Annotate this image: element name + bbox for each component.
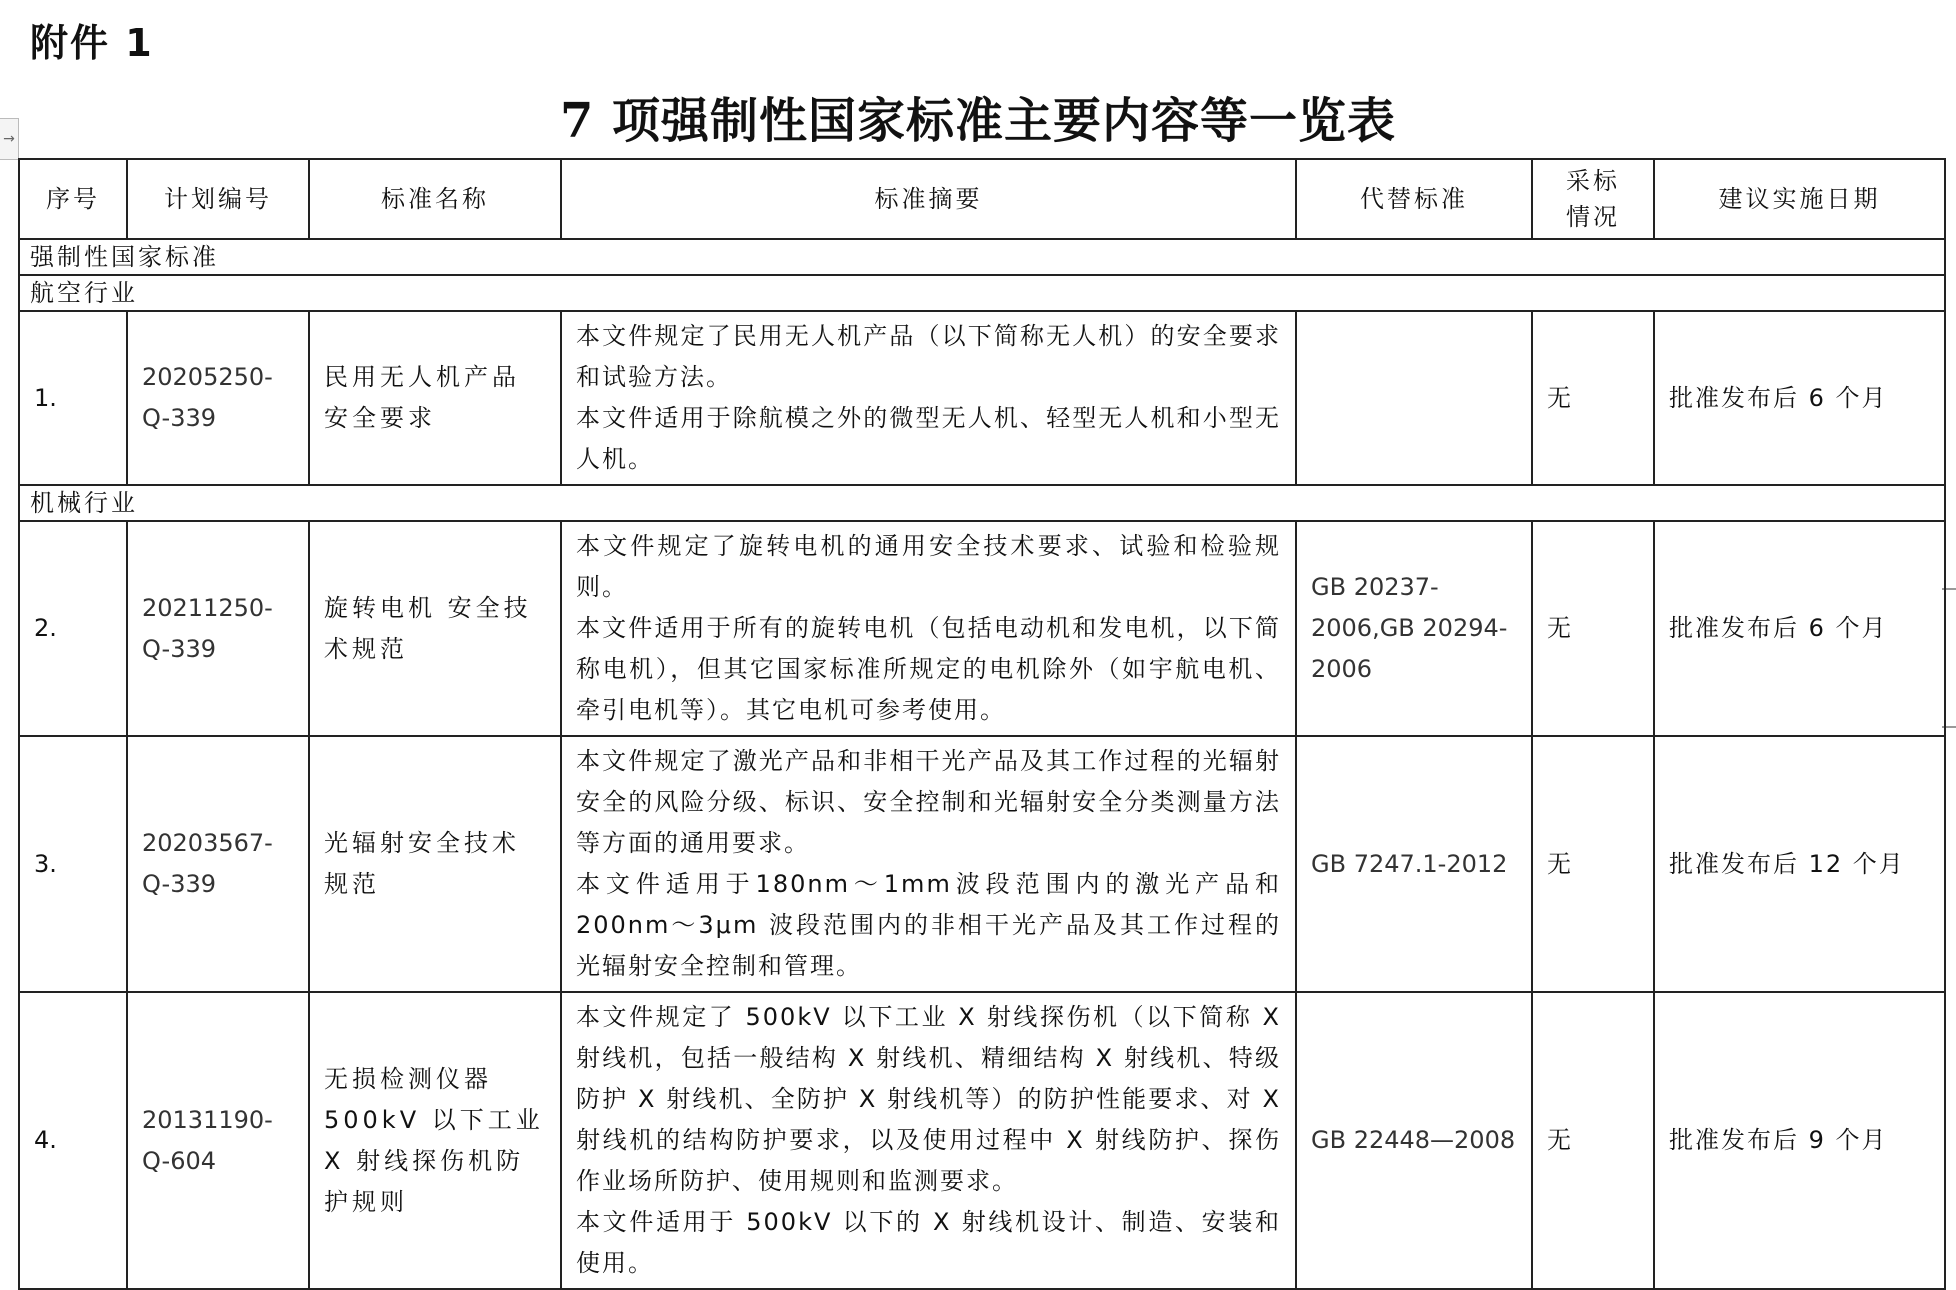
row-replaces: GB 7247.1-2012: [1296, 736, 1532, 992]
group-title-machinery: 机械行业: [19, 485, 1945, 521]
row-summary: [561, 736, 1296, 992]
row-replaces: GB 20237-2006,GB 20294-2006: [1296, 521, 1532, 736]
summary-paragraph: 本文件规定了旋转电机的通用安全技术要求、试验和检验规则。: [576, 532, 1281, 601]
column-header-name: 标准名称: [309, 159, 561, 239]
table-row: [19, 311, 1945, 485]
row-standard-name: 光辐射安全技术规范: [309, 736, 561, 992]
sidebar-expand-arrow-icon[interactable]: →: [0, 118, 19, 160]
table-header-row: [19, 159, 1945, 239]
summary-paragraph: 本文件规定了民用无人机产品（以下简称无人机）的安全要求和试验方法。: [576, 322, 1281, 391]
attachment-label: 附件 1: [30, 21, 154, 65]
row-plan-no: 20205250-Q-339: [127, 311, 309, 485]
column-header-replaces: 代替标准: [1296, 159, 1532, 239]
column-header-adoption: 采标情况: [1532, 159, 1654, 239]
row-standard-name: 民用无人机产品安全要求: [309, 311, 561, 485]
row-seq: 1.: [19, 311, 127, 485]
summary-paragraph: 本文件适用于180nm～1mm波段范围内的激光产品和200nm～3μm 波段范围内的非相干光产品及其工作过程的光辐射安全控制和管理。: [576, 870, 1281, 980]
summary-paragraph: 本文件规定了 500kV 以下工业 X 射线探伤机（以下简称 X 射线机，包括一般结构 X 射线机、精细结构 X 射线机、特级防护 X 射线机、全防护 X 射线机等）的防护性能要求、对 X 射线机的结构防护要求，以及使用过程中 X 射线防护、探伤作业场所防护、使用规则和监测要求。: [576, 1003, 1281, 1195]
table-row: [19, 736, 1945, 992]
summary-paragraph: 本文件适用于 500kV 以下的 X 射线机设计、制造、安装和使用。: [576, 1208, 1281, 1277]
group-row: [19, 485, 1945, 521]
row-plan-no: 20211250-Q-339: [127, 521, 309, 736]
column-header-date: 建议实施日期: [1654, 159, 1945, 239]
row-standard-name: 旋转电机 安全技术规范: [309, 521, 561, 736]
row-implementation-date: 批准发布后 12 个月: [1654, 736, 1945, 992]
row-adoption: 无: [1532, 992, 1654, 1289]
row-replaces: GB 22448—2008: [1296, 992, 1532, 1289]
row-adoption: 无: [1532, 521, 1654, 736]
row-summary: [561, 992, 1296, 1289]
row-implementation-date: 批准发布后 6 个月: [1654, 311, 1945, 485]
summary-paragraph: 本文件规定了激光产品和非相干光产品及其工作过程的光辐射安全的风险分级、标识、安全控制和光辐射安全分类测量方法等方面的通用要求。: [576, 747, 1281, 857]
row-replaces: [1296, 311, 1532, 485]
column-header-plan-no: 计划编号: [127, 159, 309, 239]
section-title: 强制性国家标准: [19, 239, 1945, 275]
row-adoption: 无: [1532, 736, 1654, 992]
row-summary: [561, 311, 1296, 485]
group-title-aviation: 航空行业: [19, 275, 1945, 311]
row-adoption: 无: [1532, 311, 1654, 485]
summary-paragraph: 本文件适用于所有的旋转电机（包括电动机和发电机，以下简称电机），但其它国家标准所规定的电机除外（如宇航电机、牵引电机等）。其它电机可参考使用。: [576, 614, 1281, 724]
row-plan-no: 20131190-Q-604: [127, 992, 309, 1289]
row-plan-no: 20203567-Q-339: [127, 736, 309, 992]
row-standard-name: 无损检测仪器 500kV 以下工业 X 射线探伤机防护规则: [309, 992, 561, 1289]
row-implementation-date: 批准发布后 6 个月: [1654, 521, 1945, 736]
row-summary: [561, 521, 1296, 736]
column-header-seq: 序号: [19, 159, 127, 239]
row-seq: 3.: [19, 736, 127, 992]
section-row: [19, 239, 1945, 275]
document-title: 7 项强制性国家标准主要内容等一览表: [559, 93, 1397, 149]
standards-table: [18, 158, 1946, 1290]
table-row: [19, 992, 1945, 1289]
group-row: [19, 275, 1945, 311]
table-row: [19, 521, 1945, 736]
row-implementation-date: 批准发布后 9 个月: [1654, 992, 1945, 1289]
row-seq: 2.: [19, 521, 127, 736]
column-header-summary: 标准摘要: [561, 159, 1296, 239]
row-seq: 4.: [19, 992, 127, 1289]
summary-paragraph: 本文件适用于除航模之外的微型无人机、轻型无人机和小型无人机。: [576, 404, 1281, 473]
